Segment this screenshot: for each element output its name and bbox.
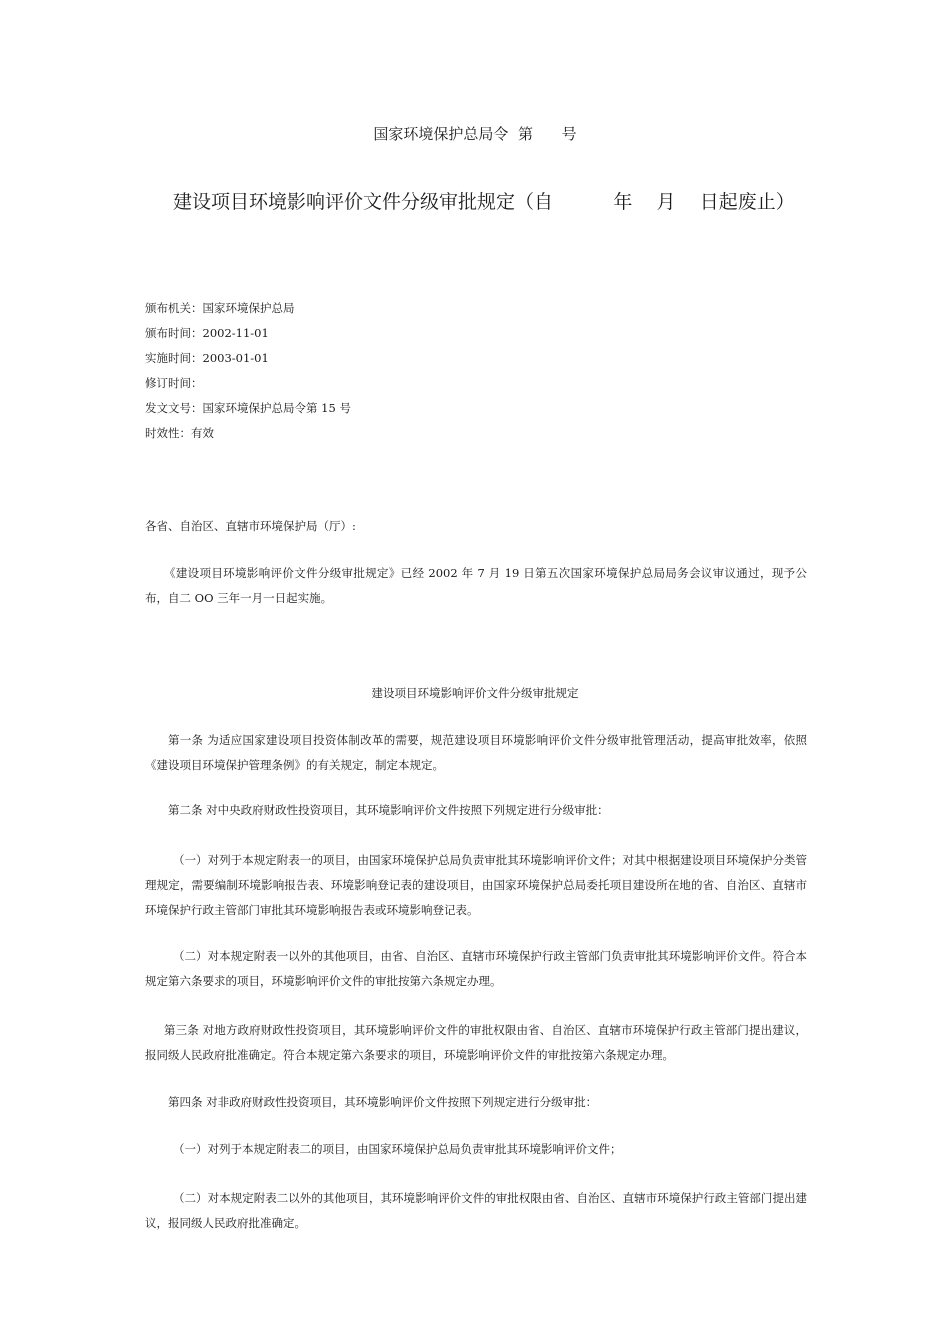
article-4-item-2: （二）对本规定附表二以外的其他项目，其环境影响评价文件的审批权限由省、自治区、直辖市环境保护行政主管部门提出建议，报同级人民政府批准确定。 — [145, 1191, 807, 1230]
meta-issue-date: 颁布时间：2002-11-01 — [145, 326, 269, 340]
meta-effective-date: 实施时间：2003-01-01 — [145, 351, 269, 365]
document-title: 建设项目环境影响评价文件分级审批规定（自 年 月 日起废止） — [173, 191, 795, 213]
article-1: 第一条 为适应国家建设项目投资体制改革的需要，规范建设项目环境影响评价文件分级审批管理活动，提高审批效率，依照《建设项目环境保护管理条例》的有关规定，制定本规定。 — [145, 733, 807, 772]
order-title: 国家环境保护总局令 第 号 — [373, 125, 577, 143]
section-title: 建设项目环境影响评价文件分级审批规定 — [371, 686, 579, 700]
article-4: 第四条 对非政府财政性投资项目，其环境影响评价文件按照下列规定进行分级审批： — [168, 1095, 598, 1109]
article-2-item-1: （一）对列于本规定附表一的项目，由国家环境保护总局负责审批其环境影响评价文件；对其中根据建设项目环境保护分类管理规定，需要编制环境影响报告表、环境影响登记表的建设项目，由国家环境保护总局委托项目建设所在地的省、自治区、直辖市环境保护行政主管部门审批其环境影响报告表或环境影响登记表。 — [145, 853, 807, 917]
salutation: 各省、自治区、直辖市环境保护局（厅）: — [145, 519, 356, 533]
announcement-paragraph: 《建设项目环境影响评价文件分级审批规定》已经 2002 年 7 月 19 日第五次国家环境保护总局局务会议审议通过，现予公布，自二 OO 三年一月一日起实施。 — [145, 566, 807, 605]
meta-issuer: 颁布机关：国家环境保护总局 — [145, 301, 295, 315]
article-2-item-2: （二）对本规定附表一以外的其他项目，由省、自治区、直辖市环境保护行政主管部门负责审批其环境影响评价文件。符合本规定第六条要求的项目，环境影响评价文件的审批按第六条规定办理。 — [145, 949, 807, 988]
meta-doc-number: 发文文号：国家环境保护总局令第 15 号 — [145, 401, 351, 415]
article-3: 第三条 对地方政府财政性投资项目，其环境影响评价文件的审批权限由省、自治区、直辖市环境保护行政主管部门提出建议，报同级人民政府批准确定。符合本规定第六条要求的项目，环境影响评价文件的审批按第六条规定办理。 — [145, 1023, 807, 1062]
meta-validity: 时效性：有效 — [145, 426, 214, 440]
meta-revision-date: 修订时间： — [145, 376, 203, 390]
article-2: 第二条 对中央政府财政性投资项目，其环境影响评价文件按照下列规定进行分级审批： — [168, 803, 609, 817]
article-4-item-1: （一）对列于本规定附表二的项目，由国家环境保护总局负责审批其环境影响评价文件； — [173, 1142, 622, 1156]
